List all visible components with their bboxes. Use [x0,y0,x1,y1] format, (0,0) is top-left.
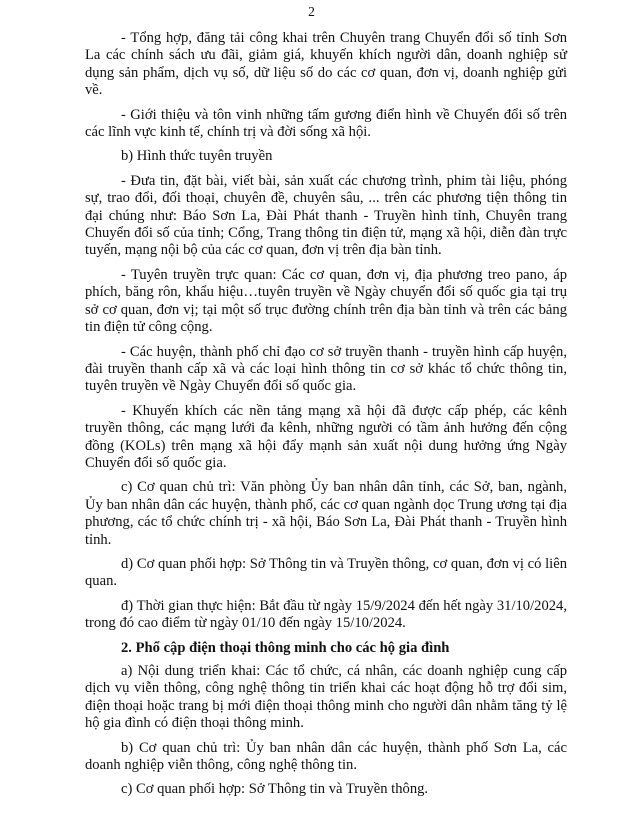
paragraph-propaganda-forms-label: b) Hình thức tuyên truyền [121,148,273,165]
paragraph-coordinating-agency: d) Cơ quan phối hợp: Sở Thông tin và Truyền thông, cơ quan, đơn vị có liên quan. [85,555,567,590]
paragraph-summary-policies: - Tổng hợp, đăng tải công khai trên Chuyên trang Chuyển đổi số tỉnh Sơn La các chính sách ưu đãi, giảm giá, khuyến khích người dân, doanh nghiệp sử dụng sản phẩm, dịch vụ số, dữ liệu số do các cơ quan, đơn vị, doanh nghiệp gửi về. [85,30,567,99]
paragraph-smartphone-lead-agency: b) Cơ quan chủ trì: Ủy ban nhân dân các huyện, thành phố Sơn La, các doanh nghiệp viễn thông, công nghệ thông tin. [85,739,567,774]
page-number: 2 [308,4,315,19]
paragraph-visual-propaganda: - Tuyên truyền trực quan: Các cơ quan, đơn vị, địa phương treo pano, áp phích, băng rôn, khẩu hiệu…tuyên truyền về Ngày chuyển đổi số quốc gia tại trụ sở cơ quan, đơn vị; tại một số trục đường chính trên địa bàn tỉnh và trên các bảng tin điện tử công cộng. [85,266,567,336]
paragraph-social-platforms: - Khuyến khích các nền tảng mạng xã hội đã được cấp phép, các kênh truyền thông, các mạng lưới đa kênh, những người có tầm ảnh hưởng đến cộng đồng (KOLs) trên mạng xã hội đẩy mạnh sản xuất nội dung hưởng ứng Ngày Chuyển đổi số quốc gia. [85,402,567,471]
paragraph-honor-examples: - Giới thiệu và tôn vinh những tấm gương điển hình về Chuyển đổi số trên các lĩnh vực kinh tế, chính trị và đời sống xã hội. [85,106,567,141]
paragraph-mass-media: - Đưa tin, đặt bài, viết bài, sản xuất các chương trình, phim tài liệu, phóng sự, trao đổi, đối thoại, chuyên đề, chuyên sâu, ... trên các phương tiện thông tin đại chúng như: Báo Sơn La, Đài Phát thanh - Truyền hình tỉnh, Chuyên trang Chuyển đổi số của tỉnh; Cổng, Trang thông tin điện tử, mạng xã hội, diễn đàn trực tuyến, mạng nội bộ của các cơ quan, đơn vị trên địa bàn tỉnh. [85,172,567,259]
paragraph-district-broadcast: - Các huyện, thành phố chỉ đạo cơ sở truyền thanh - truyền hình cấp huyện, đài truyền thanh cấp xã và các loại hình thông tin cơ sở khác tổ chức thông tin, tuyên truyền về Ngày Chuyển đổi số quốc gia. [85,343,567,395]
paragraph-lead-agency: c) Cơ quan chủ trì: Văn phòng Ủy ban nhân dân tỉnh, các Sở, ban, ngành, Ủy ban nhân dân các huyện, thành phố, các cơ quan ngành dọc Trung ương tại địa phương, các tổ chức chính trị - xã hội, Báo Sơn La, Đài Phát thanh - Truyền hình tỉnh. [85,479,567,548]
section-heading-smartphones: 2. Phổ cập điện thoại thông minh cho các hộ gia đình [121,639,450,656]
paragraph-implementation-time: đ) Thời gian thực hiện: Bắt đầu từ ngày 15/9/2024 đến hết ngày 31/10/2024, trong đó cao điểm từ ngày 01/10 đến ngày 15/10/2024. [85,597,567,632]
document-body [85,30,567,806]
paragraph-smartphone-coordinating-agency: c) Cơ quan phối hợp: Sở Thông tin và Truyền thông. [121,781,429,798]
paragraph-smartphone-content: a) Nội dung triển khai: Các tổ chức, cá nhân, các doanh nghiệp cung cấp dịch vụ viễn thông, công nghệ thông tin triển khai các hoạt động hỗ trợ đổi sim, điện thoại hoặc trang bị mới điện thoại thông minh cho người dân nhằm tăng tỷ lệ hộ gia đình có điện thoại thông minh. [85,663,567,732]
